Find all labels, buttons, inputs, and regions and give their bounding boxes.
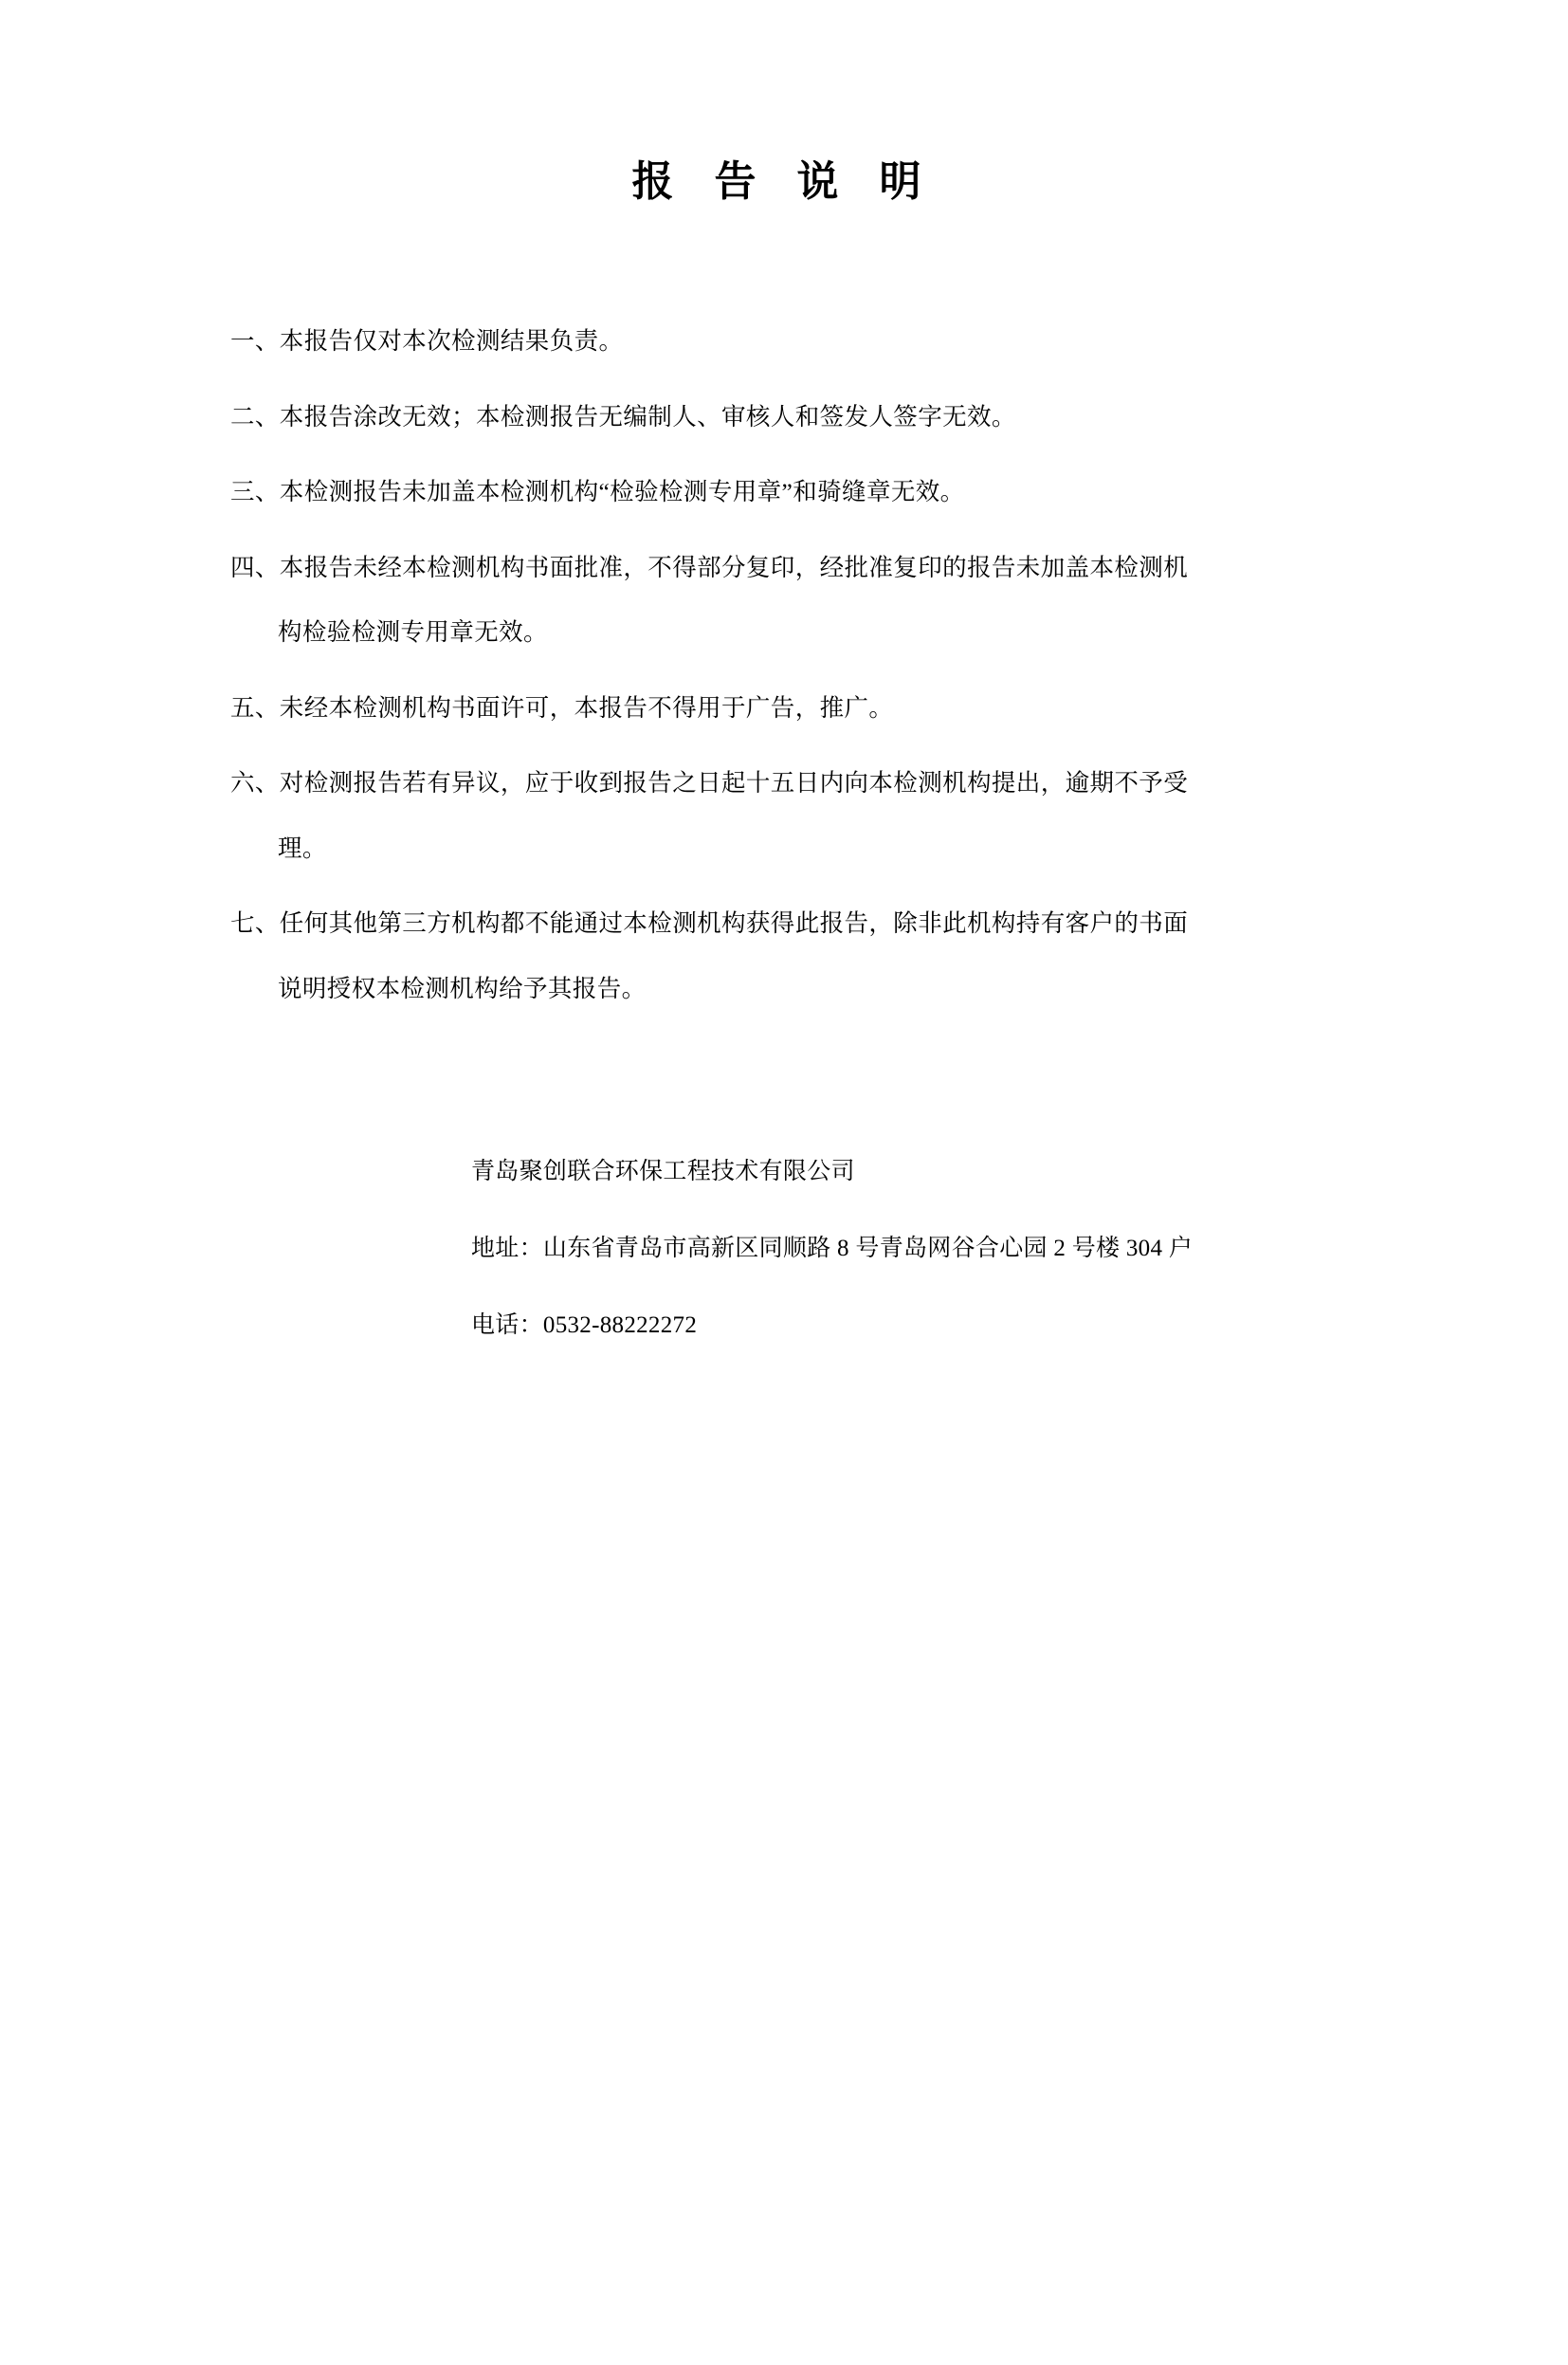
clause-text: 一、本报告仅对本次检测结果负责。 xyxy=(230,327,624,355)
clause-list xyxy=(0,329,1568,1000)
clause-text: 五、未经本检测机构书面许可，本报告不得用于广告，推广。 xyxy=(230,693,894,722)
company-name: 青岛聚创联合环保工程技术有限公司 xyxy=(471,1159,855,1184)
clause-text: 四、本报告未经本检测机构书面批准，不得部分复印，经批准复印的报告未加盖本检测机 xyxy=(230,553,1189,581)
clause-text: 六、对检测报告若有异议，应于收到报告之日起十五日内向本检测机构提出，逾期不予受 xyxy=(230,769,1189,797)
clause-item-5 xyxy=(230,693,1355,722)
clause-text-continuation: 理。 xyxy=(278,834,327,862)
clause-item-4 xyxy=(230,553,1355,646)
clause-text: 三、本检测报告未加盖本检测机构“检验检测专用章”和骑缝章无效。 xyxy=(230,478,965,505)
clause-item-2 xyxy=(230,402,1355,431)
page-title: 报 告 说 明 xyxy=(631,158,937,205)
document-page xyxy=(0,147,1568,2365)
clause-text: 七、任何其他第三方机构都不能通过本检测机构获得此报告，除非此机构持有客户的书面 xyxy=(230,909,1189,937)
clause-text-continuation: 构检验检测专用章无效。 xyxy=(278,618,548,646)
clause-item-7 xyxy=(230,911,1355,1000)
company-address: 地址：山东省青岛市高新区同顺路 8 号青岛网谷合心园 2 号楼 304 户 xyxy=(471,1236,1194,1261)
clause-item-6 xyxy=(230,771,1355,860)
clause-item-1 xyxy=(230,329,1355,354)
footer-block xyxy=(0,1160,1568,1337)
clause-text-continuation: 说明授权本检测机构给予其报告。 xyxy=(278,974,647,1002)
company-phone: 电话：0532-88222272 xyxy=(471,1312,698,1338)
clause-item-3 xyxy=(230,480,1355,504)
clause-text: 二、本报告涂改无效；本检测报告无编制人、审核人和签发人签字无效。 xyxy=(230,402,1016,431)
